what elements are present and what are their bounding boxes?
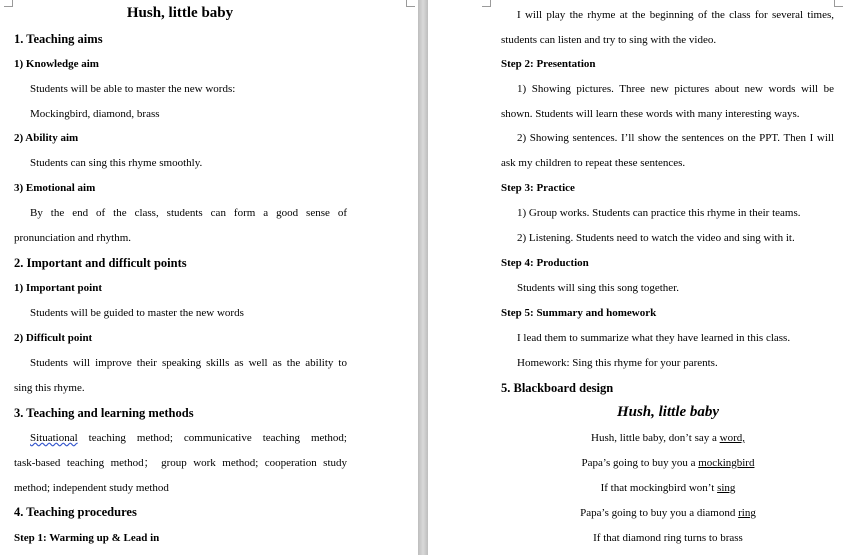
right-page [428, 0, 850, 555]
margin-corner-mark [406, 0, 415, 7]
heading-blackboard-design: 5. Blackboard design [501, 381, 614, 395]
keyword: mockingbird [698, 457, 755, 469]
paragraph-line: method; independent study method [14, 482, 169, 494]
margin-corner-mark [482, 0, 491, 7]
paragraph-line: Students will be able to master the new words: [30, 83, 236, 95]
paragraph-line: task-based teaching method； group work method; cooperation study [14, 457, 347, 469]
margin-corner-mark [834, 0, 843, 7]
heading-important-difficult-points: 2. Important and difficult points [14, 256, 187, 270]
paragraph-line: students can listen and try to sing with the video. [501, 34, 717, 46]
subheading-step1: Step 1: Warming up & Lead in [14, 532, 160, 544]
blackboard-line: Papa’s going to buy you a diamond ring [580, 507, 756, 519]
subheading-step2: Step 2: Presentation [501, 58, 596, 70]
subheading-step3: Step 3: Practice [501, 182, 575, 194]
heading-teaching-aims: 1. Teaching aims [14, 32, 103, 46]
paragraph-line: Students will be guided to master the new words [30, 307, 244, 319]
page-gutter [418, 0, 428, 555]
subheading-step4: Step 4: Production [501, 257, 589, 269]
paragraph-line: 2) Showing sentences. I’ll show the sentences on the PPT. Then I will [517, 132, 834, 144]
keyword: sing [717, 482, 736, 494]
paragraph-line: By the end of the class, students can form a good sense of [30, 207, 347, 219]
paragraph-line: shown. Students will learn these words with many interesting ways. [501, 108, 800, 120]
heading-teaching-methods: 3. Teaching and learning methods [14, 406, 194, 420]
subheading-ability-aim: 2) Ability aim [14, 132, 79, 144]
paragraph-line: Students can sing this rhyme smoothly. [30, 157, 203, 169]
document-title: Hush, little baby [126, 5, 234, 21]
blackboard-title: Hush, little baby [616, 404, 720, 420]
paragraph-line: I lead them to summarize what they have learned in this class. [517, 332, 791, 344]
paragraph-line: Homework: Sing this rhyme for your parents. [517, 357, 718, 369]
blackboard-line: Papa’s going to buy you a mockingbird [581, 457, 755, 469]
subheading-step5: Step 5: Summary and homework [501, 307, 657, 319]
heading-teaching-procedures: 4. Teaching procedures [14, 505, 137, 519]
keyword: word, [719, 432, 745, 444]
paragraph-line: Situational teaching method; communicative teaching method; [30, 432, 347, 444]
paragraph-line: 1) Group works. Students can practice this rhyme in their teams. [517, 207, 801, 219]
subheading-difficult-point: 2) Difficult point [14, 332, 93, 344]
subheading-emotional-aim: 3) Emotional aim [14, 182, 96, 194]
subheading-important-point: 1) Important point [14, 282, 103, 294]
paragraph-line: 1) Showing pictures. Three new pictures about new words will be [517, 83, 834, 95]
spellcheck-word: Situational [30, 432, 78, 444]
blackboard-line: Hush, little baby, don’t say a word, [591, 432, 745, 444]
paragraph-line: Mockingbird, diamond, brass [30, 108, 160, 120]
paragraph-line: Students will sing this song together. [517, 282, 679, 294]
blackboard-line: If that mockingbird won’t sing [600, 482, 736, 494]
keyword: ring [738, 507, 756, 519]
paragraph-line: sing this rhyme. [14, 382, 85, 394]
paragraph-line: ask my children to repeat these sentences. [501, 157, 686, 169]
paragraph-line: Students will improve their speaking skills as well as the ability to [30, 357, 347, 369]
subheading-knowledge-aim: 1) Knowledge aim [14, 58, 99, 70]
paragraph-line: pronunciation and rhythm. [14, 232, 132, 244]
blackboard-line: If that diamond ring turns to brass [593, 532, 743, 544]
paragraph-line: I will play the rhyme at the beginning of the class for several times, [517, 9, 834, 21]
paragraph-line: 2) Listening. Students need to watch the video and sing with it. [517, 232, 795, 244]
left-page [0, 0, 418, 555]
